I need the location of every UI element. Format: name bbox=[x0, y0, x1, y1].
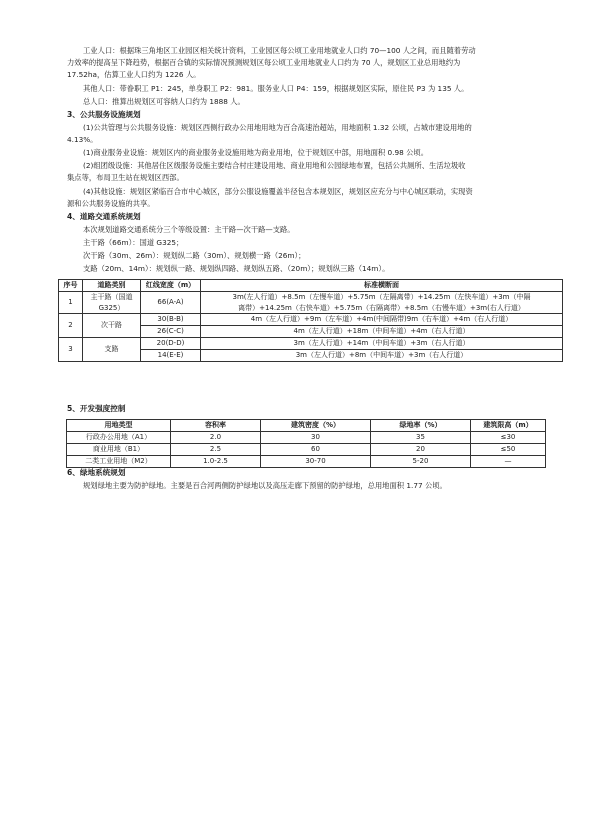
height-limit: ≤50 bbox=[471, 444, 546, 456]
row-number: 2 bbox=[59, 314, 83, 338]
table-header-row bbox=[67, 420, 546, 432]
land-type: 商业用地（B1） bbox=[67, 444, 171, 456]
section-4-title: 4、道路交通系统规划 bbox=[67, 212, 141, 221]
table-row bbox=[67, 456, 546, 468]
green-ratio: 20 bbox=[371, 444, 471, 456]
other-facility-line-1: (4)其他设施：规划区紧临百合市中心城区，部分公服设施覆盖半径包含本规划区，规划区应充分与中心城区联动，实现资 bbox=[83, 187, 473, 196]
column-header: 容积率 bbox=[171, 420, 261, 432]
green-ratio: 35 bbox=[371, 432, 471, 444]
plot-ratio: 1.0-2.5 bbox=[171, 456, 261, 468]
road-width: 14(E-E) bbox=[141, 350, 201, 362]
column-header: 建筑限高（m） bbox=[471, 420, 546, 432]
road-type: 主干路（国道 G325） bbox=[83, 292, 141, 314]
public-admin-facility-line-2: 4.13%。 bbox=[67, 135, 98, 144]
road-section-line: 3m(左人行道）+8.5m（左慢车道）+5.75m（左隔离带）+14.25m（左快车道）+3m（中隔 bbox=[232, 293, 531, 301]
table-header-row bbox=[59, 280, 563, 292]
development-intensity-table bbox=[66, 419, 546, 468]
other-population: 其他人口：带眷职工 P1：245，单身职工 P2：981。服务业人口 P4：159，根据规划区实际，原住民 P3 为 135 人。 bbox=[83, 84, 469, 93]
height-limit: ≤30 bbox=[471, 432, 546, 444]
group-facility-line-2: 集点等，布局卫生站在规划区西部。 bbox=[67, 173, 184, 182]
building-density: 30-70 bbox=[261, 456, 371, 468]
row-number: 1 bbox=[59, 292, 83, 314]
table-row bbox=[59, 314, 563, 326]
table-row bbox=[59, 338, 563, 350]
road-type: 次干路 bbox=[83, 314, 141, 338]
column-header: 用地类型 bbox=[67, 420, 171, 432]
table-row bbox=[67, 444, 546, 456]
road-width: 66(A-A) bbox=[141, 292, 201, 314]
secondary-road-desc: 次干路（30m、26m）：规划纵二路（30m）、规划横一路（26m）； bbox=[83, 251, 306, 260]
public-admin-facility-line-1: (1)公共管理与公共服务设施：规划区西侧行政办公用地用地为百合高速治超站，用地面积 1.32 公顷，占城市建设用地的 bbox=[83, 123, 472, 132]
road-width: 30(B-B) bbox=[141, 314, 201, 326]
road-section: 4m（左人行道）+9m（左车道）+4m(中间隔带)9m（右车道）+4m（右人行道） bbox=[201, 314, 563, 326]
green-space-plan: 规划绿地主要为防护绿地。主要是百合河两侧防护绿地以及高压走廊下预留的防护绿地，总用地面积 1.77 公顷。 bbox=[83, 481, 447, 490]
column-header: 道路类别 bbox=[83, 280, 141, 292]
section-3-title: 3、公共服务设施规划 bbox=[67, 110, 141, 119]
table-row bbox=[67, 432, 546, 444]
height-limit: — bbox=[471, 456, 546, 468]
road-section-line: 离带）+14.25m（右快车道）+5.75m（右隔离带）+8.5m（右慢车道）+3m(右人行道） bbox=[238, 303, 525, 312]
column-header: 标准横断面 bbox=[201, 280, 563, 292]
building-density: 30 bbox=[261, 432, 371, 444]
branch-road-desc: 支路（20m、14m）：规划纵一路、规划纵四路、规划纵五路、（20m）；规划纵三路（14m）。 bbox=[83, 264, 390, 273]
industrial-population-line-3: 17.52ha，估算工业人口约为 1226 人。 bbox=[67, 70, 201, 79]
road-section: 3m（左人行道）+8m（中间车道）+3m（右人行道） bbox=[201, 350, 563, 362]
table-row bbox=[59, 292, 563, 314]
column-header: 建筑密度（%） bbox=[261, 420, 371, 432]
road-width: 26(C-C) bbox=[141, 326, 201, 338]
road-width: 20(D-D) bbox=[141, 338, 201, 350]
road-section bbox=[201, 292, 563, 314]
building-density: 60 bbox=[261, 444, 371, 456]
road-section: 4m（左人行道）+18m（中间车道）+4m（右人行道） bbox=[201, 326, 563, 338]
column-header: 绿地率（%） bbox=[371, 420, 471, 432]
plot-ratio: 2.0 bbox=[171, 432, 261, 444]
column-header: 序号 bbox=[59, 280, 83, 292]
plot-ratio: 2.5 bbox=[171, 444, 261, 456]
industrial-population-line-1: 工业人口：根据珠三角地区工业园区相关统计资料，工业园区每公顷工业用地就业人口约 70—100 人之间，而且随着劳动 bbox=[83, 46, 476, 55]
column-header: 红线宽度（m） bbox=[141, 280, 201, 292]
land-type: 行政办公用地（A1） bbox=[67, 432, 171, 444]
road-section-table bbox=[58, 279, 563, 362]
section-5-title: 5、开发强度控制 bbox=[67, 404, 126, 413]
road-section: 3m（左人行道）+14m（中间车道）+3m（右人行道） bbox=[201, 338, 563, 350]
land-type: 二类工业用地（M2） bbox=[67, 456, 171, 468]
road-type: 支路 bbox=[83, 338, 141, 362]
other-facility-line-2: 源和公共服务设施的共享。 bbox=[67, 199, 155, 208]
road-system-intro: 本次规划道路交通系统分三个等级设置：主干路—次干路—支路。 bbox=[83, 225, 295, 234]
row-number: 3 bbox=[59, 338, 83, 362]
industrial-population-line-2: 力效率的提高呈下降趋势，根据百合镇的实际情况预测规划区每公顷工业用地就业人口约为 70 人，规划区工业总用地约为 bbox=[67, 58, 461, 67]
commercial-facility: (1)商业服务业设施：规划区内的商业服务业设施用地为商业用地，位于规划区中部，用地面积 0.98 公顷。 bbox=[83, 148, 428, 157]
group-facility-line-1: (2)组团级设施：其他居住区级服务设施主要结合村庄建设用地、商业用地和公园绿地布置，包括公共厕所、生活垃圾收 bbox=[83, 161, 466, 170]
green-ratio: 5-20 bbox=[371, 456, 471, 468]
section-6-title: 6、绿地系统规划 bbox=[67, 468, 126, 477]
total-population: 总人口：推算出规划区可容纳人口约为 1888 人。 bbox=[83, 97, 245, 106]
main-road-desc: 主干路（66m）：国道 G325； bbox=[83, 238, 184, 247]
